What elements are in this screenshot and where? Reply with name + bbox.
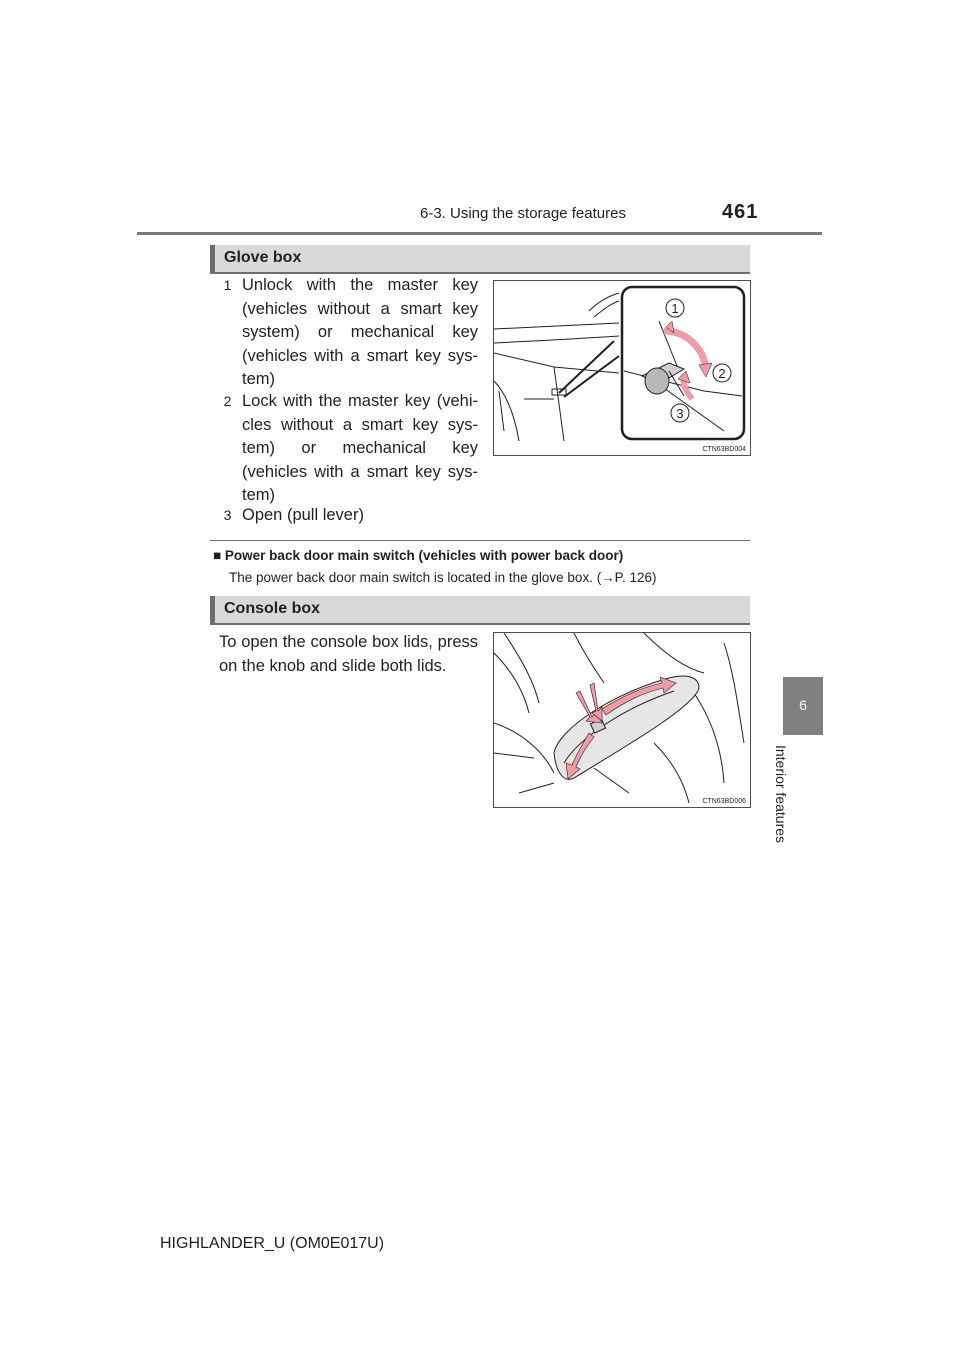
glove-box-drawing (494, 281, 750, 455)
glove-box-illustration (493, 280, 751, 456)
header-rule (137, 232, 822, 235)
footer-model-code: HIGHLANDER_U (OM0E017U) (160, 1235, 385, 1252)
step-2-text: Lock with the master key (vehi-cles without a smart key sys-tem) or mechanical key (vehicles with a smart key sys-tem) (242, 392, 478, 504)
step-1-badge: 1 (223, 277, 232, 293)
callout-2: 2 (718, 366, 726, 381)
step-3-text: Open (pull lever) (242, 506, 364, 524)
note-divider (210, 540, 750, 541)
callout-3: 3 (676, 406, 684, 421)
note-heading (213, 548, 623, 563)
console-box-illustration (493, 632, 751, 808)
console-box-drawing (494, 633, 750, 807)
console-box-figure-code: CTN63BD006 (702, 798, 746, 805)
glove-box-title: Glove box (224, 249, 302, 266)
step-2-badge: 2 (223, 393, 232, 409)
step-1-text: Unlock with the master key (vehicles without a smart key system) or mechanical key (vehicles with a smart key sys-tem) (242, 276, 478, 388)
note-marker: ■ (213, 548, 222, 563)
console-box-text: To open the console box lids, press on the knob and slide both lids. (219, 633, 478, 675)
note-heading-text: Power back door main switch (vehicles with power back door) (224, 548, 624, 563)
console-box-title: Console box (224, 600, 321, 617)
step-3-badge: 3 (223, 507, 232, 523)
page-number: 461 (722, 201, 759, 223)
chapter-tab-number: 6 (799, 697, 807, 713)
glove-box-figure-code: CTN63BD004 (702, 446, 746, 453)
callout-1: 1 (671, 301, 679, 316)
glove-box-section-bar (210, 245, 750, 274)
header-section-title: 6-3. Using the storage features (420, 205, 626, 222)
chapter-tab-label: Interior features (773, 744, 789, 844)
console-box-section-bar (210, 596, 750, 625)
note-body: The power back door main switch is located in the glove box. (→P. 126) (229, 570, 657, 585)
